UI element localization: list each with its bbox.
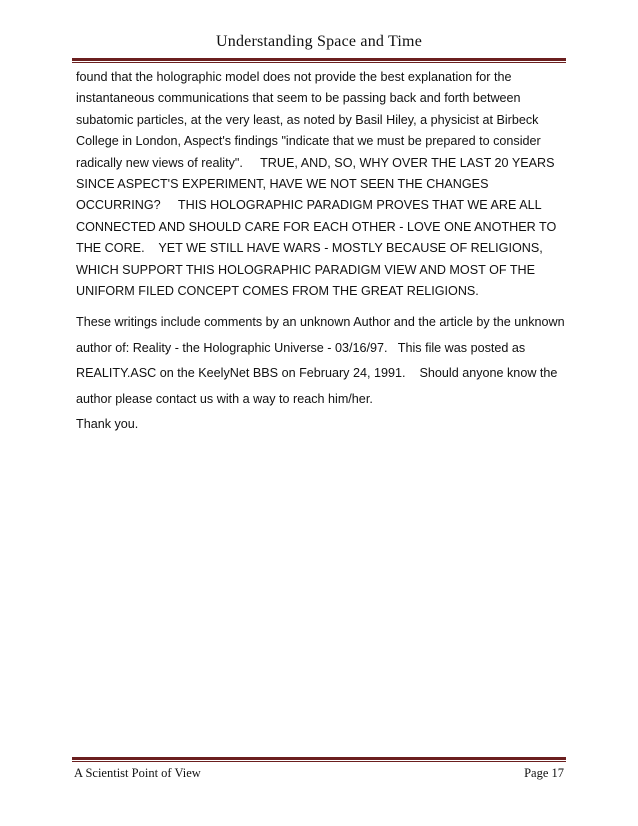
text-line: UNIFORM FILED CONCEPT COMES FROM THE GREAT RELIGIONS. bbox=[76, 283, 479, 298]
text-line: WHICH SUPPORT THIS HOLOGRAPHIC PARADIGM VIEW AND MOST OF THE bbox=[76, 262, 536, 277]
text-line: THE CORE. YET WE STILL HAVE WARS - MOSTLY BECAUSE OF RELIGIONS, bbox=[76, 241, 543, 256]
page-footer bbox=[72, 766, 566, 786]
text-line: SINCE ASPECT'S EXPERIMENT, HAVE WE NOT SEEN THE CHANGES bbox=[76, 176, 489, 191]
text-line: OCCURRING? THIS HOLOGRAPHIC PARADIGM PROVES THAT WE ARE ALL bbox=[76, 198, 542, 213]
text-line: REALITY.ASC on the KeelyNet BBS on February 24, 1991. Should anyone know the bbox=[76, 366, 558, 381]
footer-book-title: A Scientist Point of View bbox=[74, 766, 201, 780]
text-line: radically new views of reality". TRUE, AND, SO, WHY OVER THE LAST 20 YEARS bbox=[76, 155, 555, 170]
text-line: These writings include comments by an unknown Author and the article by the unknown bbox=[76, 315, 565, 330]
text-line: author please contact us with a way to reach him/her. bbox=[76, 391, 373, 406]
paragraph-1 bbox=[76, 67, 568, 302]
footer-rule bbox=[72, 757, 566, 762]
text-line: found that the holographic model does not provide the best explanation for the bbox=[76, 70, 512, 84]
closing-line: Thank you. bbox=[76, 417, 139, 432]
text-line: College in London, Aspect's findings "indicate that we must be prepared to consider bbox=[76, 134, 541, 149]
page-header bbox=[72, 33, 566, 61]
text-line: subatomic particles, at the very least, as noted by Basil Hiley, a physicist at Birbeck bbox=[76, 112, 539, 127]
document-body bbox=[76, 67, 568, 437]
paragraph-2 bbox=[76, 310, 568, 412]
text-line: author of: Reality - the Holographic Universe - 03/16/97. This file was posted as bbox=[76, 340, 526, 355]
page-number: Page 17 bbox=[524, 766, 564, 780]
text-line: CONNECTED AND SHOULD CARE FOR EACH OTHER - LOVE ONE ANOTHER TO bbox=[76, 219, 557, 234]
header-title: Understanding Space and Time bbox=[215, 33, 423, 50]
header-rule bbox=[72, 58, 566, 63]
paragraph-spacer bbox=[76, 302, 568, 310]
text-line: instantaneous communications that seem to be passing back and forth between bbox=[76, 91, 521, 106]
